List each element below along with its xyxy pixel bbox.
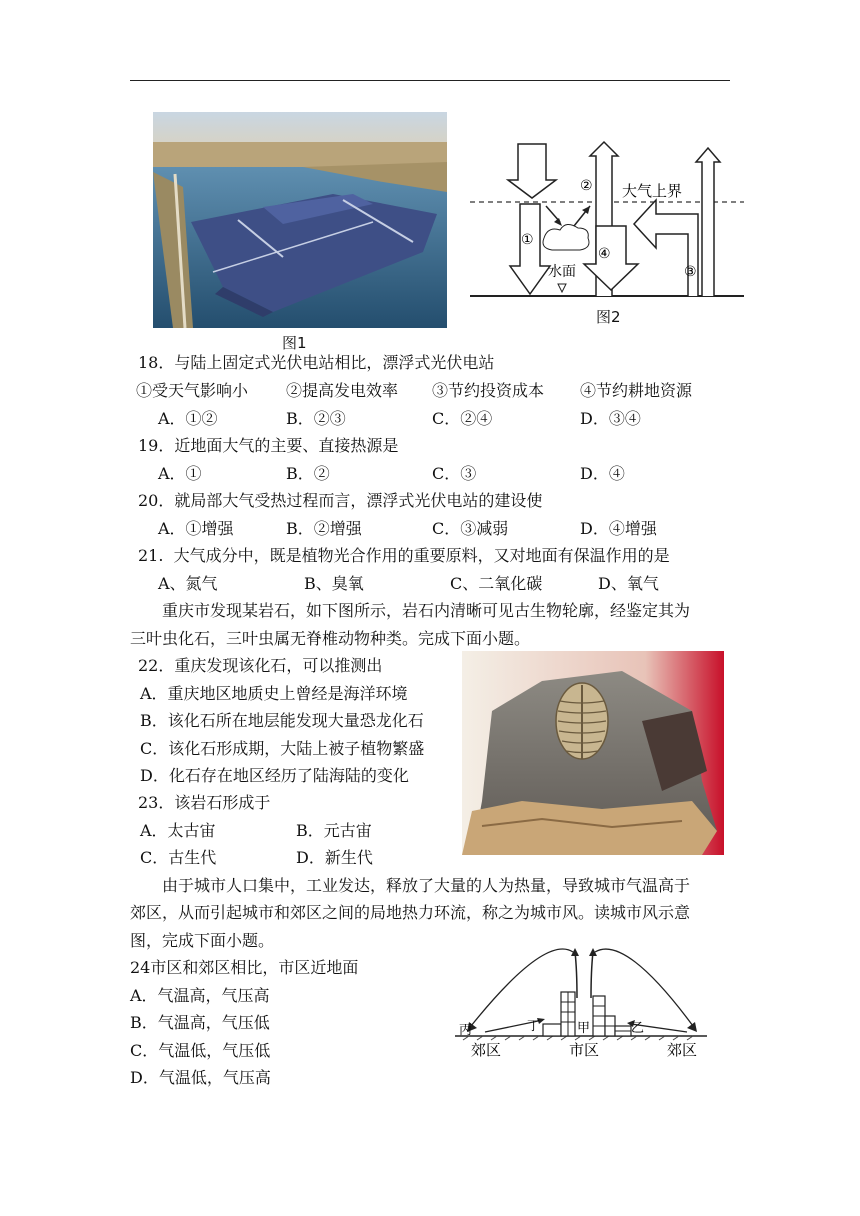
- q18-item-1: ①受天气影响小: [136, 381, 249, 400]
- q23-option-c: C．古生代: [140, 848, 217, 867]
- label-suburb-left: 郊区: [471, 1041, 502, 1059]
- label-yi: 乙: [631, 1021, 645, 1036]
- q20-option-d: D．④增强: [580, 519, 657, 538]
- figure-1-caption: 图1: [282, 334, 307, 352]
- q24-option-b: B．气温高，气压低: [130, 1013, 270, 1032]
- q20-option-a: A．①增强: [158, 519, 234, 538]
- q21-option-c: C、二氧化碳: [450, 574, 543, 593]
- q19-option-d: D．④: [580, 464, 625, 483]
- passage2-line1: 由于城市人口集中，工业发达，释放了大量的人为热量，导致城市气温高于: [162, 876, 691, 895]
- q23-option-d: D．新生代: [296, 848, 373, 867]
- q18-item-2: ②提高发电效率: [286, 381, 399, 400]
- q24-option-d: D．气温低，气压高: [130, 1068, 271, 1087]
- fig2-label-n2: ②: [580, 178, 593, 194]
- q18-stem: 18．与陆上固定式光伏电站相比，漂浮式光伏电站: [138, 353, 495, 372]
- fig2-label-n3: ③: [684, 264, 697, 280]
- q22-stem: 22．重庆发现该化石，可以推测出: [138, 656, 383, 675]
- fig2-label-water: 水面: [548, 264, 576, 280]
- q21-option-b: B、臭氧: [304, 574, 364, 593]
- q18-option-b: B．②③: [286, 409, 346, 428]
- q22-option-a: A．重庆地区地质史上曾经是海洋环境: [140, 684, 408, 703]
- label-jia: 甲: [577, 1021, 591, 1036]
- q21-option-a: A、氮气: [158, 574, 218, 593]
- q20-stem: 20．就局部大气受热过程而言，漂浮式光伏电站的建设使: [138, 491, 543, 510]
- q19-option-a: A．①: [158, 464, 202, 483]
- trilobite-fossil-photo: [462, 651, 724, 855]
- passage2-line2: 郊区，从而引起城市和郊区之间的局地热力环流，称之为城市风。读城市风示意: [130, 903, 691, 922]
- q19-option-c: C．③: [432, 464, 477, 483]
- passage1-line2: 三叶虫化石，三叶虫属无脊椎动物种类。完成下面小题。: [130, 629, 531, 648]
- q18-option-c: C．②④: [432, 409, 493, 428]
- q20-option-b: B．②增强: [286, 519, 362, 538]
- q24-option-c: C．气温低，气压低: [130, 1041, 271, 1060]
- q23-stem: 23．该岩石形成于: [138, 793, 271, 812]
- q23-option-b: B．元古宙: [296, 821, 372, 840]
- figure-2-diagram: [466, 140, 748, 330]
- city-wind-diagram: [455, 940, 710, 1062]
- label-suburb-right: 郊区: [667, 1041, 698, 1059]
- q22-option-d: D．化石存在地区经历了陆海陆的变化: [140, 766, 409, 785]
- q18-option-a: A．①②: [158, 409, 218, 428]
- label-bing: 丙: [459, 1023, 473, 1038]
- fig2-label-n1: ①: [521, 232, 534, 248]
- figure-1-photo: [153, 112, 447, 328]
- fig2-label-n4: ④: [598, 246, 611, 262]
- fig2-label-top: 大气上界: [622, 182, 683, 200]
- q24-option-a: A．气温高，气压高: [130, 986, 270, 1005]
- q20-option-c: C．③减弱: [432, 519, 509, 538]
- passage2-line3: 图，完成下面小题。: [130, 931, 275, 950]
- figure-2-caption: 图2: [596, 308, 621, 326]
- q21-stem: 21. 大气成分中，既是植物光合作用的重要原料，又对地面有保温作用的是: [138, 546, 670, 565]
- q24-stem: 24市区和郊区相比，市区近地面: [130, 958, 359, 977]
- q18-item-3: ③节约投资成本: [432, 381, 545, 400]
- q22-option-b: B．该化石所在地层能发现大量恐龙化石: [140, 711, 424, 730]
- q18-item-4: ④节约耕地资源: [580, 381, 693, 400]
- q19-stem: 19．近地面大气的主要、直接热源是: [138, 436, 399, 455]
- label-ding: 丁: [527, 1019, 541, 1034]
- header-rule: [130, 80, 730, 81]
- q18-option-d: D．③④: [580, 409, 641, 428]
- q19-option-b: B．②: [286, 464, 330, 483]
- q23-option-a: A．太古宙: [140, 821, 216, 840]
- q22-option-c: C．该化石形成期，大陆上被子植物繁盛: [140, 739, 425, 758]
- passage1-line1: 重庆市发现某岩石，如下图所示，岩石内清晰可见古生物轮廓，经鉴定其为: [162, 601, 691, 620]
- q21-option-d: D、氧气: [598, 574, 659, 593]
- label-city: 市区: [569, 1041, 600, 1059]
